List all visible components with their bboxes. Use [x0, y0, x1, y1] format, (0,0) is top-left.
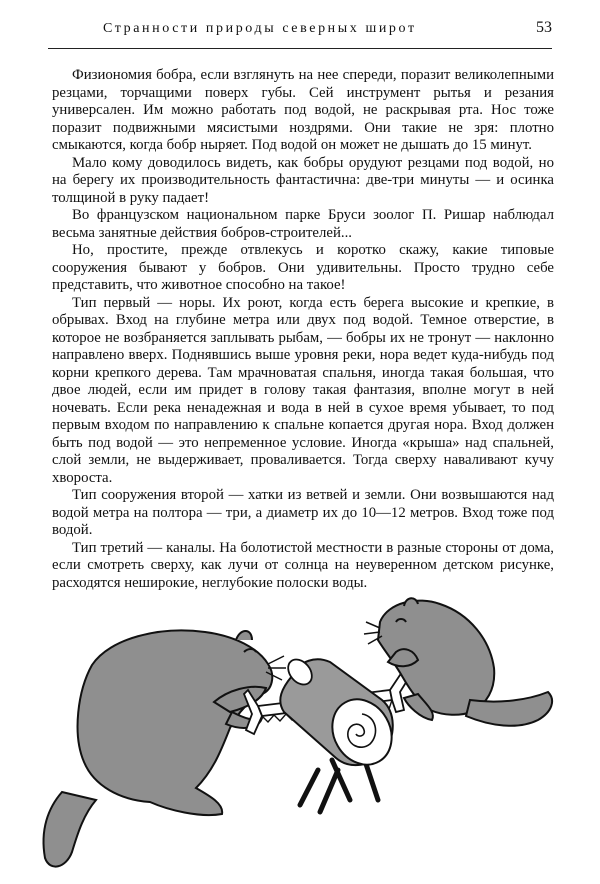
paragraph: Тип первый — норы. Их роют, когда есть берега высокие и крепкие, в обрывах. Вход на глубине метра или двух под водой. Темное отверстие, в которое не возбраняется заплывать рыбам, — бобры их не тронут — наклонно направлено вверх. Поднявшись выше уровня реки, нора ведет куда-нибудь под корни крепкого дерева. Там мрачноватая спальня, иногда такая большая, что двое людей, если им придет в голову такая фантазия, вполне могут в ней ночевать. Если река ненадежная и вода в ней в сухое время убывает, то под первым входом по направлению к спальне копается другая нора. Вход должен быть под водой — это непременное условие. Иногда «крыша» над спальней, слой земли, не выдерживает, проваливается. Тогда сверху наваливают кучу хвороста. [52, 294, 554, 486]
running-title: Странности природы северных широт [103, 21, 417, 36]
body-text [52, 67, 554, 592]
left-beaver-tail [44, 792, 96, 867]
header-rule [48, 48, 552, 49]
paragraph: Тип третий — каналы. На болотистой местности в разные стороны от дома, если смотреть сверху, как лучи от солнца на неуверенном детском рисунке, расходятся неширокие, неглубокие полоски воды. [52, 539, 554, 591]
paragraph: Но, простите, прежде отвлекусь и коротко скажу, какие типовые сооружения бывают у бобров. Они удивительны. Просто трудно себе представить, что животное способно на такое! [52, 242, 554, 293]
left-beaver-ear [236, 631, 252, 640]
page-number: 53 [536, 19, 552, 36]
paragraph: Физиономия бобра, если взглянуть на нее спереди, поразит великолепными резцами, торчащими поверх губы. Сей инструмент рытья и резания универсален. Им можно работать под водой, не раскрывая рта. Нос тоже поразит подвижными мясистыми ноздрями. Они такие не зря: плотно смыкаются, когда бобр ныряет. Под водой он может не дышать до 15 минут. [52, 67, 554, 153]
paragraph: Тип сооружения второй — хатки из ветвей и земли. Они возвышаются над водой метра на полтора — три, а диаметр их до 10—12 метров. Вход тоже под водой. [52, 487, 554, 538]
paragraph: Во французском национальном парке Бруси зоолог П. Ришар наблюдал весьма занятные действия бобров-строителей... [52, 207, 554, 241]
paragraph: Мало кому доводилось видеть, как бобры орудуют резцами под водой, но на берегу их производительность фантастична: две-три минуты — и осинка толщиной в руку падает! [52, 154, 554, 206]
page-header [48, 18, 552, 44]
beavers-sawing-illustration [0, 590, 600, 884]
